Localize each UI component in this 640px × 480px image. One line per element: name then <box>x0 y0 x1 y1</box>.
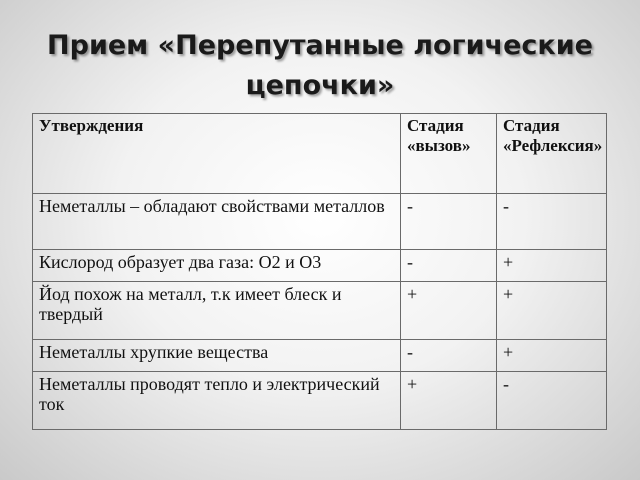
slide-title <box>20 26 620 106</box>
reflection-mark: - <box>497 194 607 250</box>
reflection-mark: + <box>497 282 607 340</box>
statement-cell: Неметаллы – обладают свойствами металлов <box>33 194 401 250</box>
slide-title-line-2: цепочки» <box>245 70 395 101</box>
challenge-mark: - <box>401 194 497 250</box>
challenge-mark: - <box>401 250 497 282</box>
table-row <box>33 340 607 372</box>
table-row <box>33 194 607 250</box>
statement-cell: Кислород образует два газа: О2 и О3 <box>33 250 401 282</box>
challenge-mark: + <box>401 282 497 340</box>
table-header-row <box>33 114 607 194</box>
header-challenge-stage: Стадия «вызов» <box>401 114 497 194</box>
table-row <box>33 372 607 430</box>
reflection-mark: - <box>497 372 607 430</box>
statement-cell: Йод похож на металл, т.к имеет блеск и твердый <box>33 282 401 340</box>
statements-table <box>32 113 607 430</box>
challenge-mark: + <box>401 372 497 430</box>
slide-title-line-1: Прием «Перепутанные логические <box>47 30 593 61</box>
challenge-mark: - <box>401 340 497 372</box>
table-row <box>33 250 607 282</box>
statement-cell: Неметаллы хрупкие вещества <box>33 340 401 372</box>
reflection-mark: + <box>497 250 607 282</box>
statement-cell: Неметаллы проводят тепло и электрический ток <box>33 372 401 430</box>
reflection-mark: + <box>497 340 607 372</box>
header-reflection-stage: Стадия «Рефлексия» <box>497 114 607 194</box>
header-statements: Утверждения <box>33 114 401 194</box>
table-row <box>33 282 607 340</box>
